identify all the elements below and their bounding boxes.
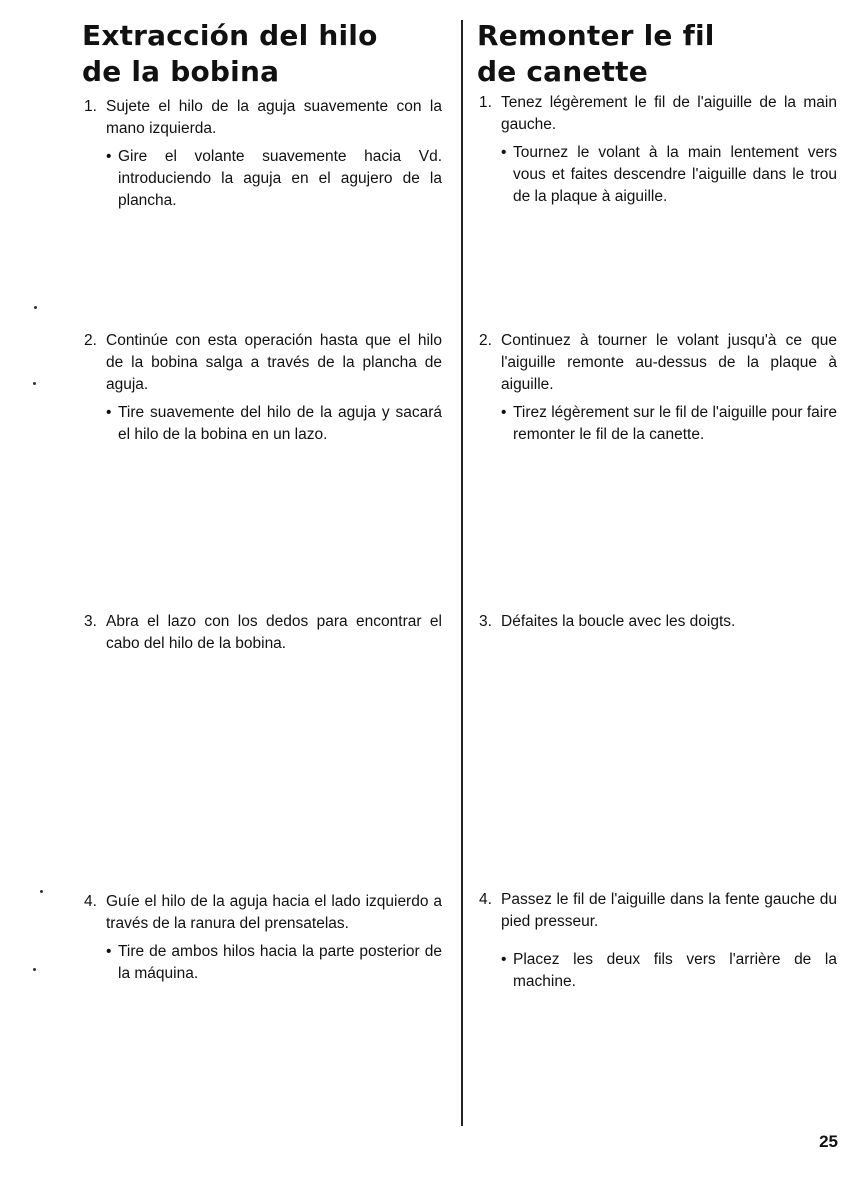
step-text: Défaites la boucle avec les doigts. bbox=[501, 613, 736, 630]
scan-speck bbox=[40, 890, 43, 893]
step-number: 4. bbox=[479, 891, 492, 908]
spanish-title-line-1: Extracción del hilo bbox=[82, 19, 378, 52]
french-title bbox=[477, 18, 715, 90]
step-bullet: • Gire el volante suavemente hacia Vd. introduciendo la aguja en el agujero de la plancha. bbox=[82, 146, 442, 212]
step-text: Abra el lazo con los dedos para encontrar el cabo del hilo de la bobina. bbox=[106, 613, 442, 652]
scan-speck bbox=[34, 306, 37, 309]
step-text: Continuez à tourner le volant jusqu'à ce que l'aiguille remonte au-dessus de la plaque à aiguille. bbox=[501, 332, 837, 393]
french-title-line-1: Remonter le fil bbox=[477, 19, 715, 52]
step-text: Sujete el hilo de la aguja suavemente con la mano izquierda. bbox=[106, 98, 442, 137]
french-step-3 bbox=[477, 611, 837, 633]
step-bullet: • Tire de ambos hilos hacia la parte posterior de la máquina. bbox=[82, 941, 442, 985]
spanish-step-1 bbox=[82, 96, 442, 212]
page-number: 25 bbox=[819, 1132, 838, 1151]
spanish-step-3 bbox=[82, 611, 442, 655]
step-bullet: • Tournez le volant à la main lentement vers vous et faites descendre l'aiguille dans le trou de la plaque à aiguille. bbox=[477, 142, 837, 208]
step-number: 1. bbox=[479, 94, 492, 111]
spanish-title-line-2: de la bobina bbox=[82, 55, 280, 88]
scan-speck bbox=[33, 968, 36, 971]
french-title-line-2: de canette bbox=[477, 55, 648, 88]
step-number: 1. bbox=[84, 98, 97, 115]
french-step-2 bbox=[477, 330, 837, 446]
step-bullet: • Placez les deux fils vers l'arrière de la machine. bbox=[477, 949, 837, 993]
french-step-1 bbox=[477, 92, 837, 208]
step-number: 2. bbox=[479, 332, 492, 349]
step-number: 3. bbox=[479, 613, 492, 630]
scan-speck bbox=[33, 382, 36, 385]
french-step-4 bbox=[477, 889, 837, 993]
step-text: Passez le fil de l'aiguille dans la fente gauche du pied presseur. bbox=[501, 891, 837, 930]
spanish-step-4 bbox=[82, 891, 442, 985]
step-number: 3. bbox=[84, 613, 97, 630]
spanish-title bbox=[82, 18, 378, 90]
step-text: Continúe con esta operación hasta que el hilo de la bobina salga a través de la plancha de aguja. bbox=[106, 332, 442, 393]
step-bullet: • Tirez légèrement sur le fil de l'aiguille pour faire remonter le fil de la canette. bbox=[477, 402, 837, 446]
spanish-step-2 bbox=[82, 330, 442, 446]
step-text: Guíe el hilo de la aguja hacia el lado izquierdo a través de la ranura del prensatelas. bbox=[106, 893, 442, 932]
step-bullet: • Tire suavemente del hilo de la aguja y sacará el hilo de la bobina en un lazo. bbox=[82, 402, 442, 446]
step-text: Tenez légèrement le fil de l'aiguille de la main gauche. bbox=[501, 94, 837, 133]
step-number: 4. bbox=[84, 893, 97, 910]
column-divider bbox=[461, 20, 463, 1126]
step-number: 2. bbox=[84, 332, 97, 349]
